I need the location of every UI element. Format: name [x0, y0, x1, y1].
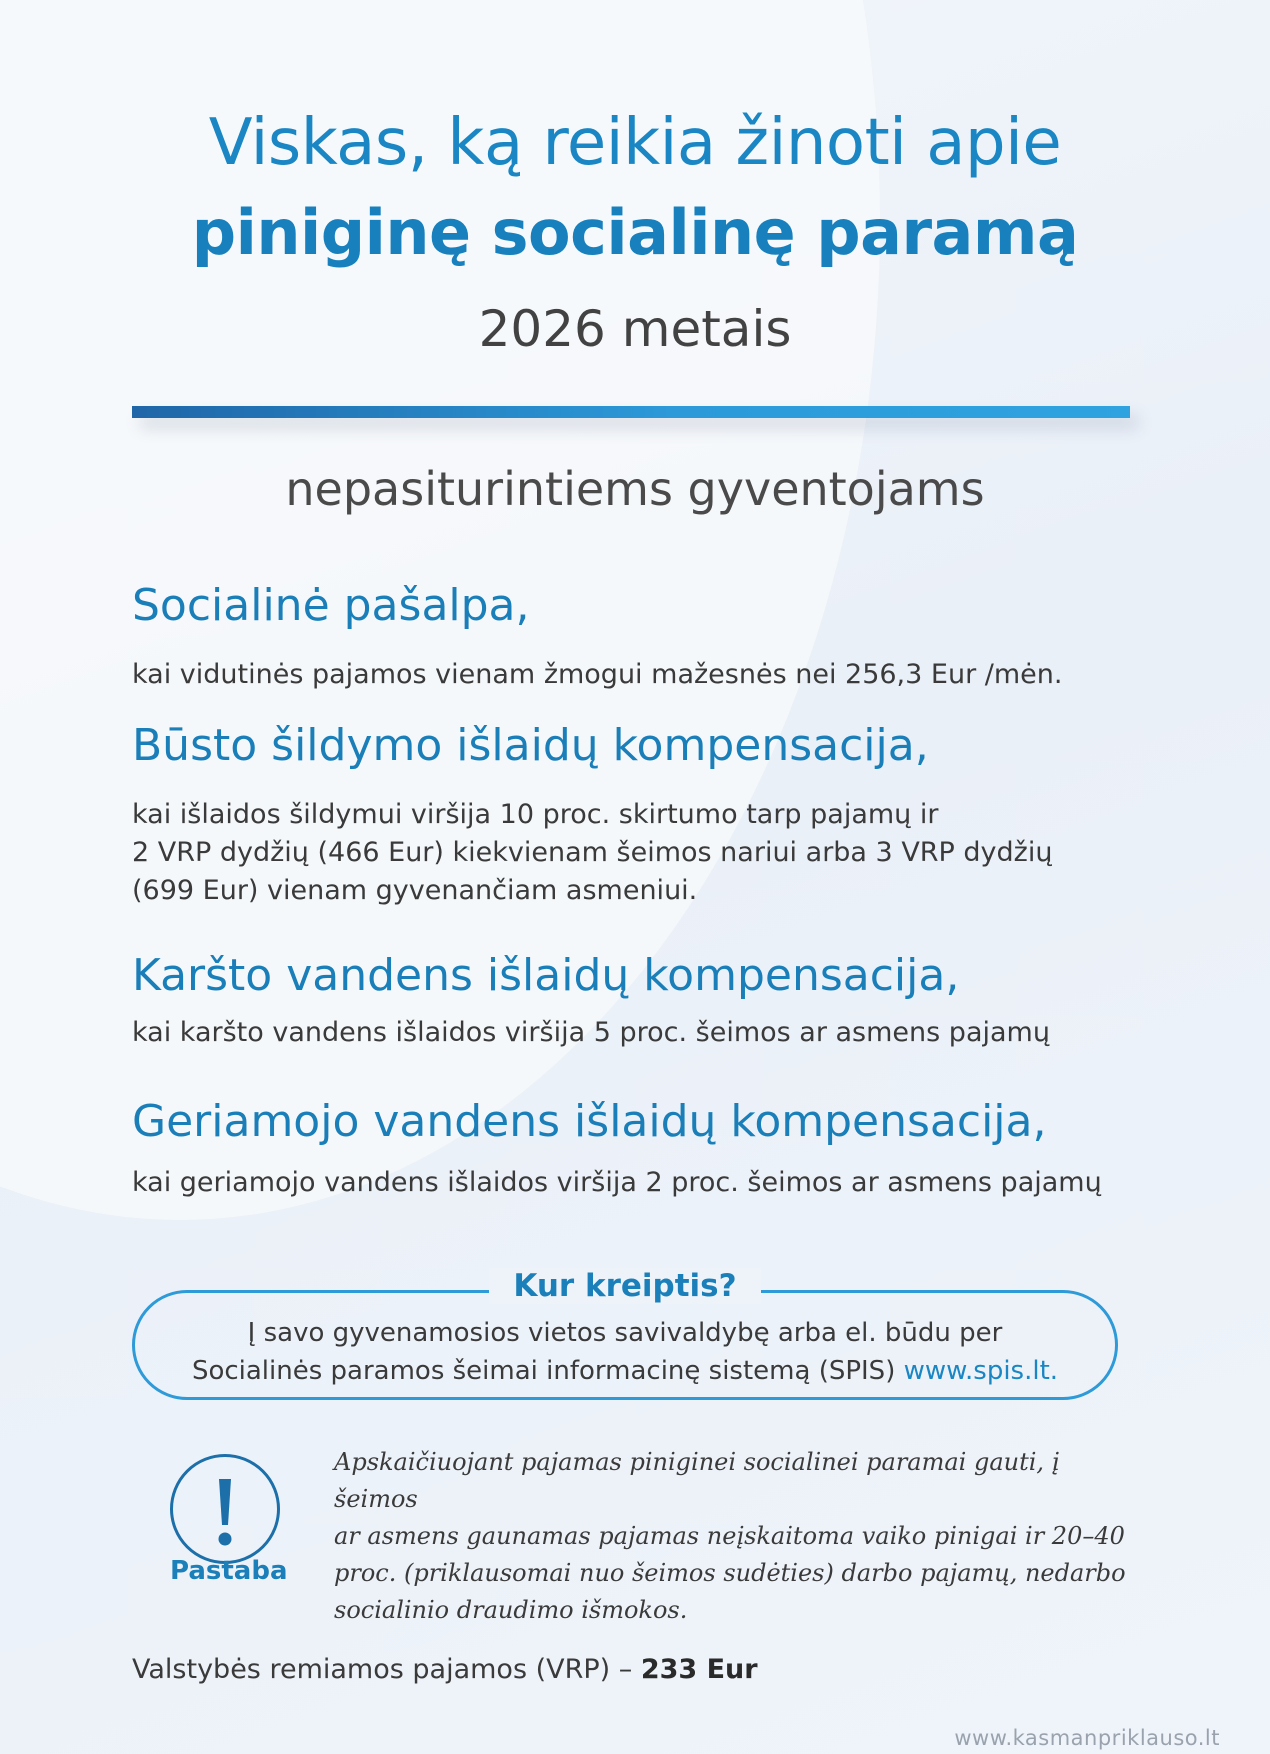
note-label: Pastaba: [170, 1556, 288, 1586]
note-line: Apskaičiuojant pajamas piniginei socialinei paramai gauti, į šeimos: [334, 1448, 1060, 1513]
section-text: [132, 1164, 1202, 1202]
section-line: kai vidutinės pajamos vienam žmogui mažesnės nei 256,3 Eur /mėn.: [132, 659, 1063, 690]
subtitle: nepasiturintiems gyventojams: [285, 462, 985, 516]
vrp-info: Valstybės remiamos pajamos (VRP) – 233 Eur: [132, 1654, 758, 1685]
exclamation-icon: [170, 1454, 280, 1564]
section-drinking-water-compensation: [132, 1096, 1202, 1202]
section-title: Būsto šildymo išlaidų kompensacija,: [132, 720, 929, 771]
section-text: [132, 1014, 1202, 1052]
website-link[interactable]: www.kasmanpriklauso.lt: [954, 1726, 1220, 1750]
note-line: socialinio draudimo išmokos.: [334, 1596, 688, 1624]
section-social-benefit: [132, 580, 1202, 694]
section-heating-compensation: [132, 720, 1202, 910]
note-line: proc. (priklausomai nuo šeimos sudėties) darbo pajamų, nedarbo: [334, 1559, 1126, 1587]
section-line: kai išlaidos šildymui viršija 10 proc. skirtumo tarp pajamų ir: [132, 799, 939, 830]
section-title: Socialinė pašalpa,: [132, 580, 530, 631]
title-line-1: Viskas, ką reikia žinoti apie: [208, 106, 1062, 180]
section-title: Karšto vandens išlaidų kompensacija,: [132, 950, 960, 1001]
section-line: 2 VRP dydžių (466 Eur) kiekvienam šeimos nariui arba 3 VRP dydžių: [132, 837, 1053, 868]
contact-title: Kur kreiptis?: [0, 1268, 1250, 1304]
section-line: (699 Eur) vienam gyvenančiam asmeniui.: [132, 875, 698, 906]
section-line: kai geriamojo vandens išlaidos viršija 2 proc. šeimos ar asmens pajamų: [132, 1167, 1102, 1198]
header-divider: [132, 406, 1130, 418]
spis-link[interactable]: www.spis.lt.: [903, 1356, 1059, 1386]
section-hot-water-compensation: [132, 950, 1202, 1052]
section-title: Geriamojo vandens išlaidų kompensacija,: [132, 1096, 1047, 1147]
title-line-2: piniginę socialinę paramą: [191, 196, 1079, 269]
contact-line-2: Socialinės paramos šeimai informacinę sistemą (SPIS) www.spis.lt.: [191, 1356, 1059, 1386]
contact-text: [132, 1314, 1118, 1390]
vrp-value: 233 Eur: [640, 1654, 758, 1685]
section-line: kai karšto vandens išlaidos viršija 5 proc. šeimos ar asmens pajamų: [132, 1017, 1050, 1048]
section-text: [132, 656, 1202, 694]
contact-line-1: Į savo gyvenamosios vietos savivaldybę arba el. būdu per: [247, 1318, 1003, 1348]
title-year: 2026 metais: [478, 300, 792, 358]
note-text: [334, 1444, 1134, 1629]
note-line: ar asmens gaunamas pajamas neįskaitoma vaiko pinigai ir 20–40: [334, 1522, 1125, 1550]
section-text: [132, 796, 1202, 910]
